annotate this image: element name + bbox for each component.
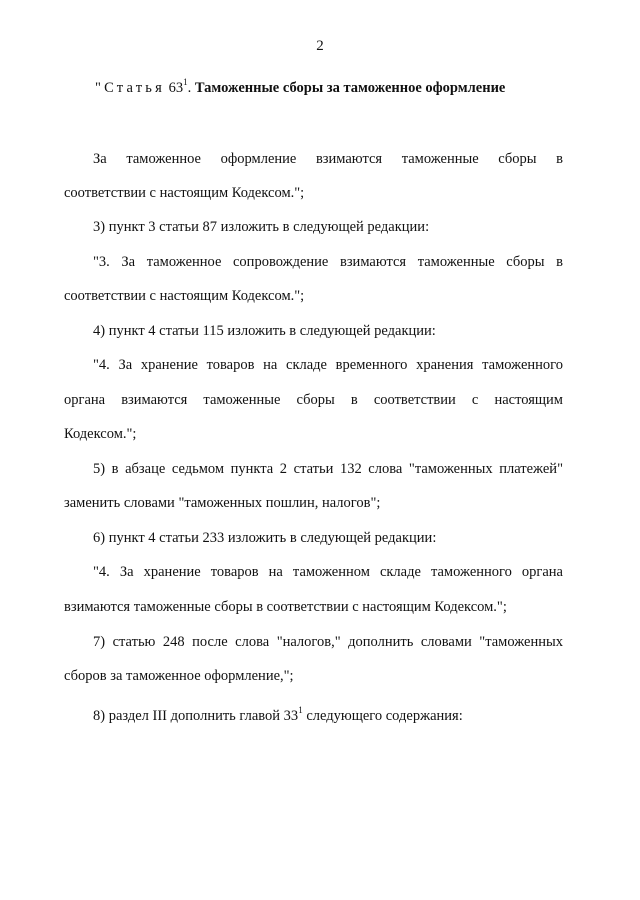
paragraph-line: сборов за таможенное оформление,"; xyxy=(64,668,294,684)
last-line-text: 8) раздел III дополнить главой 33 xyxy=(93,707,299,724)
paragraph-line: "4. За хранение товаров на таможенном складе таможенного органа xyxy=(93,564,563,580)
article-number: 63 xyxy=(168,79,184,96)
paragraph-line: 7) статью 248 после слова "налогов," дополнить словами "таможенных xyxy=(93,634,563,650)
article-superscript: 1 xyxy=(183,77,188,87)
paragraph-line: 4) пункт 4 статьи 115 изложить в следующей редакции: xyxy=(93,323,436,339)
paragraph-line: 3) пункт 3 статьи 87 изложить в следующей редакции: xyxy=(93,219,430,235)
article-title: Таможенные сборы за таможенное оформление xyxy=(194,79,506,96)
paragraph-line: 5) в абзаце седьмом пункта 2 статьи 132 слова "таможенных платежей" xyxy=(93,461,563,477)
paragraph-line: взимаются таможенные сборы в соответствии с настоящим Кодексом."; xyxy=(64,599,507,615)
paragraph-line: Кодексом."; xyxy=(64,426,137,442)
paragraph-line: соответствии с настоящим Кодексом."; xyxy=(64,185,305,201)
article-word: "Статья xyxy=(95,79,165,96)
last-line-after: следующего содержания: xyxy=(302,707,463,724)
paragraph-line: "3. За таможенное сопровождение взимаются таможенные сборы в xyxy=(93,254,563,270)
paragraph-line: органа взимаются таможенные сборы в соответствии с настоящим xyxy=(64,392,563,408)
paragraph-line: заменить словами "таможенных пошлин, налогов"; xyxy=(64,495,381,511)
paragraph-line: 6) пункт 4 статьи 233 изложить в следующей редакции: xyxy=(93,530,437,546)
article-heading xyxy=(95,78,595,97)
page-number: 2 xyxy=(316,38,324,54)
paragraph-line-last xyxy=(93,702,463,725)
paragraph-line: За таможенное оформление взимаются таможенные сборы в xyxy=(93,151,563,167)
chapter-superscript: 1 xyxy=(298,705,303,715)
paragraph-line: "4. За хранение товаров на складе временного хранения таможенного xyxy=(93,357,563,373)
article-dot: . xyxy=(187,79,192,96)
paragraph-line: соответствии с настоящим Кодексом."; xyxy=(64,288,305,304)
